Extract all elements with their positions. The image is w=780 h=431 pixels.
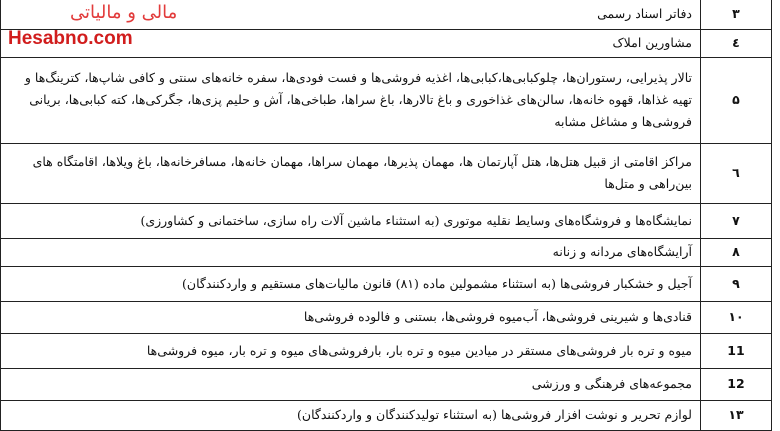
table-row: [1, 238, 772, 266]
row-number: ۸: [701, 238, 772, 266]
row-description: مشاورین املاک: [1, 29, 701, 57]
row-description: لوازم تحریر و نوشت افزار فروشی‌ها (به استثناء تولیدکنندگان و واردکنندگان): [1, 400, 701, 430]
row-number: ٤: [701, 29, 772, 57]
table-row: [1, 57, 772, 143]
row-description: مجموعه‌های فرهنگی و ورزشی: [1, 368, 701, 400]
row-description: آجیل و خشکبار فروشی‌ها (به استثناء مشمولین ماده (۸۱) قانون مالیات‌های مستقیم و واردکنندگان): [1, 266, 701, 301]
row-number: ۹: [701, 266, 772, 301]
row-number: 12: [701, 368, 772, 400]
table-row: [1, 333, 772, 368]
row-number: ۱۳: [701, 400, 772, 430]
row-description: میوه و تره بار فروشی‌های مستقر در میادین میوه و تره بار، بارفروشی‌های میوه و تره بار، میوه فروشی‌ها: [1, 333, 701, 368]
row-description: مراکز اقامتی از قبیل هتل‌ها، هتل آپارتمان ها، مهمان پذیرها، مهمان سراها، مهمان خانه‌ها، مسافرخانه‌ها، باغ ویلاها، اقامتگاه های بین‌راهی و متل‌ها: [1, 143, 701, 203]
row-description: قنادی‌ها و شیرینی فروشی‌ها، آب‌میوه فروشی‌ها، بستنی و فالوده فروشی‌ها: [1, 301, 701, 333]
row-number: ٦: [701, 143, 772, 203]
row-description: نمایشگاه‌ها و فروشگاه‌های وسایط نقلیه موتوری (به استثناء ماشین آلات راه سازی، ساختمانی و کشاورزی): [1, 203, 701, 238]
row-description: دفاتر اسناد رسمی: [1, 0, 701, 29]
table-row: [1, 0, 772, 29]
row-number: ۳: [701, 0, 772, 29]
row-number: 11: [701, 333, 772, 368]
table-row: [1, 301, 772, 333]
table-row: [1, 29, 772, 57]
row-number: ۷: [701, 203, 772, 238]
row-description: تالار پذیرایی، رستوران‌ها، چلوکبابی‌ها،کبابی‌ها، اغذیه فروشی‌ها و فست فودی‌ها، سفره خانه‌های سنتی و کافی شاپ‌ها، کترینگ‌ها و تهیه غذاها، قهوه خانه‌ها، سالن‌های غذاخوری و باغ تالارها، باغ سراها، طباخی‌ها، آش و حلیم پزی‌ها، جگرکی‌ها، کته کبابی‌ها، بریانی فروشی‌ها و مشاغل مشابه: [1, 57, 701, 143]
row-description: آرایشگاه‌های مردانه و زنانه: [1, 238, 701, 266]
table-row: [1, 266, 772, 301]
row-number: ۱۰: [701, 301, 772, 333]
table-row: [1, 203, 772, 238]
watermark-site-text: Hesabno.com: [8, 28, 133, 49]
table-row: [1, 368, 772, 400]
row-number: ۵: [701, 57, 772, 143]
watermark-persian-text: مالی و مالیاتی: [70, 2, 178, 23]
table-row: [1, 143, 772, 203]
